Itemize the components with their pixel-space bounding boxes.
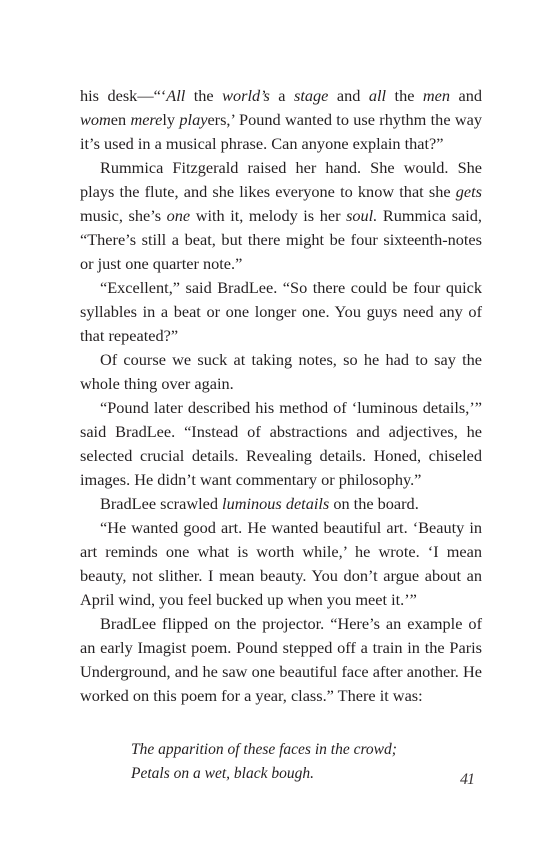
text-run: Of course we suck at taking notes, so he had to say the whole thing over again. xyxy=(80,350,482,393)
poem-line-2: Petals on a wet, black bough. xyxy=(131,765,314,782)
text-run: BradLee scrawled xyxy=(100,494,223,513)
poem-block xyxy=(131,738,482,786)
text-run: “He wanted good art. He wanted beautiful art. ‘Beauty in art reminds one what is worth while,’ he wrote. ‘I mean beauty, not slither. I mean beauty. You don’t argue about an April wind, you feel bucked up when you meet it.’” xyxy=(80,518,482,609)
italic-text: mere xyxy=(130,110,163,129)
paragraph xyxy=(80,516,482,612)
italic-text: soul. xyxy=(346,206,378,225)
text-run: ly xyxy=(162,110,180,129)
italic-text: wom xyxy=(80,110,111,129)
text-run: en xyxy=(110,110,131,129)
paragraph xyxy=(80,84,482,156)
paragraph xyxy=(80,156,482,276)
text-run: and xyxy=(328,86,369,105)
text-run: music, she’s xyxy=(80,206,167,225)
paragraph xyxy=(80,396,482,492)
text-run: Rummica said, “There’s still a beat, but there might be four sixteenth-notes or just one quarter note.” xyxy=(80,206,482,273)
book-page xyxy=(80,84,482,786)
italic-text: world’s xyxy=(222,86,270,105)
italic-text: All xyxy=(166,86,186,105)
text-run: with it, melody is her xyxy=(190,206,347,225)
italic-text: all xyxy=(368,86,387,105)
paragraph xyxy=(80,348,482,396)
text-run: a xyxy=(269,86,294,105)
poem-line-1: The apparition of these faces in the crowd; xyxy=(131,741,397,758)
italic-text: play xyxy=(179,110,208,129)
paragraph xyxy=(80,492,482,516)
paragraph xyxy=(80,612,482,708)
italic-text: one xyxy=(166,206,191,225)
italic-text: stage xyxy=(294,86,329,105)
italic-text: luminous details xyxy=(222,494,330,513)
italic-text: gets xyxy=(455,182,482,201)
page-number: 41 xyxy=(460,771,474,788)
text-run: BradLee flipped on the projector. “Here’s an example of an early Imagist poem. Pound stepped off a train in the Paris Underground, and he saw one beautiful face after another. He worked on this poem for a year, class.” There it was: xyxy=(80,614,482,705)
text-run: the xyxy=(185,86,223,105)
body-text xyxy=(80,84,482,708)
italic-text: men xyxy=(422,86,451,105)
text-run: “Excellent,” said BradLee. “So there could be four quick syllables in a beat or one longer one. You guys need any of that repeated?” xyxy=(80,278,482,345)
text-run: and xyxy=(450,86,483,105)
text-run: his desk—“‘ xyxy=(80,86,167,105)
text-run: on the board. xyxy=(329,494,419,513)
text-run: Rummica Fitzgerald raised her hand. She would. She plays the flute, and she likes everyone to know that she xyxy=(80,158,482,201)
text-run: the xyxy=(386,86,423,105)
text-run: ers,’ Pound wanted to use rhythm the way it’s used in a musical phrase. Can anyone explain that?” xyxy=(80,110,482,153)
paragraph xyxy=(80,276,482,348)
text-run: “Pound later described his method of ‘luminous details,’” said BradLee. “Instead of abstractions and adjectives, he selected crucial details. Revealing details. Honed, chiseled images. He didn’t want commentary or philosophy.” xyxy=(80,398,482,489)
